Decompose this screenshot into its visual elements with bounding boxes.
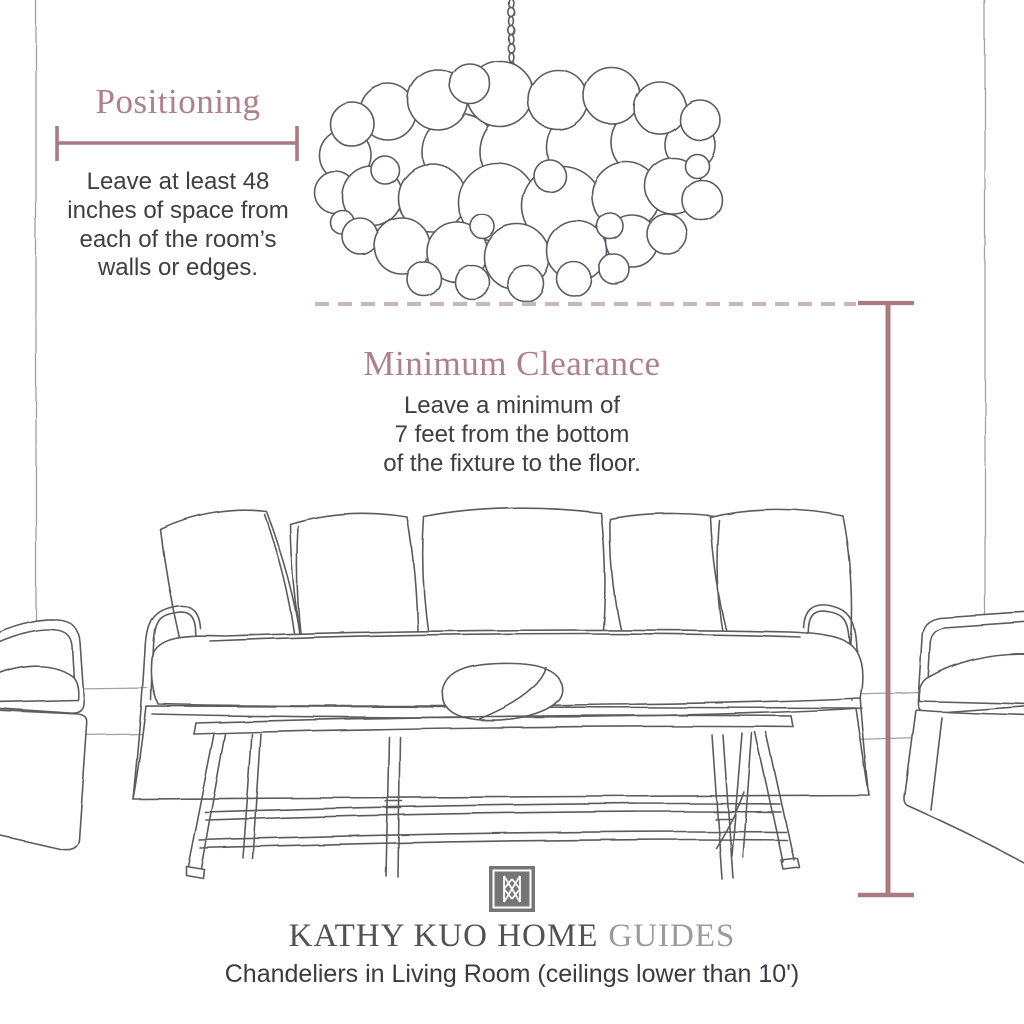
brand-name: KATHY KUO HOME: [288, 918, 599, 954]
guide-caption: Chandeliers in Living Room (ceilings lower than 10'): [224, 960, 800, 988]
positioning-line-1: Leave at least 48: [86, 168, 270, 195]
clearance-title: Minimum Clearance: [363, 344, 661, 383]
clearance-dimension-line: [858, 303, 914, 895]
kathy-kuo-home-logo-icon: [489, 866, 535, 912]
positioning-line-2: inches of space from: [67, 196, 289, 224]
clearance-body: [342, 392, 682, 478]
left-armchair-drawing: [0, 620, 87, 850]
right-armchair-drawing: [904, 612, 1024, 866]
positioning-dimension-line: [57, 126, 297, 161]
positioning-line-3: each of the room’s: [79, 225, 277, 253]
clearance-line-3: of the fixture to the floor.: [383, 449, 641, 477]
positioning-line-4: walls or edges.: [97, 254, 259, 282]
brand-line: [0, 918, 1024, 955]
sofa-drawing: [133, 508, 869, 799]
brand-series: GUIDES: [608, 918, 736, 954]
clearance-line-2: 7 feet from the bottom: [394, 420, 630, 448]
clearance-line-1: Leave a minimum of: [403, 392, 621, 419]
bubble-chandelier-drawing: [314, 61, 722, 302]
positioning-body: [28, 168, 328, 283]
positioning-title: Positioning: [95, 82, 261, 121]
